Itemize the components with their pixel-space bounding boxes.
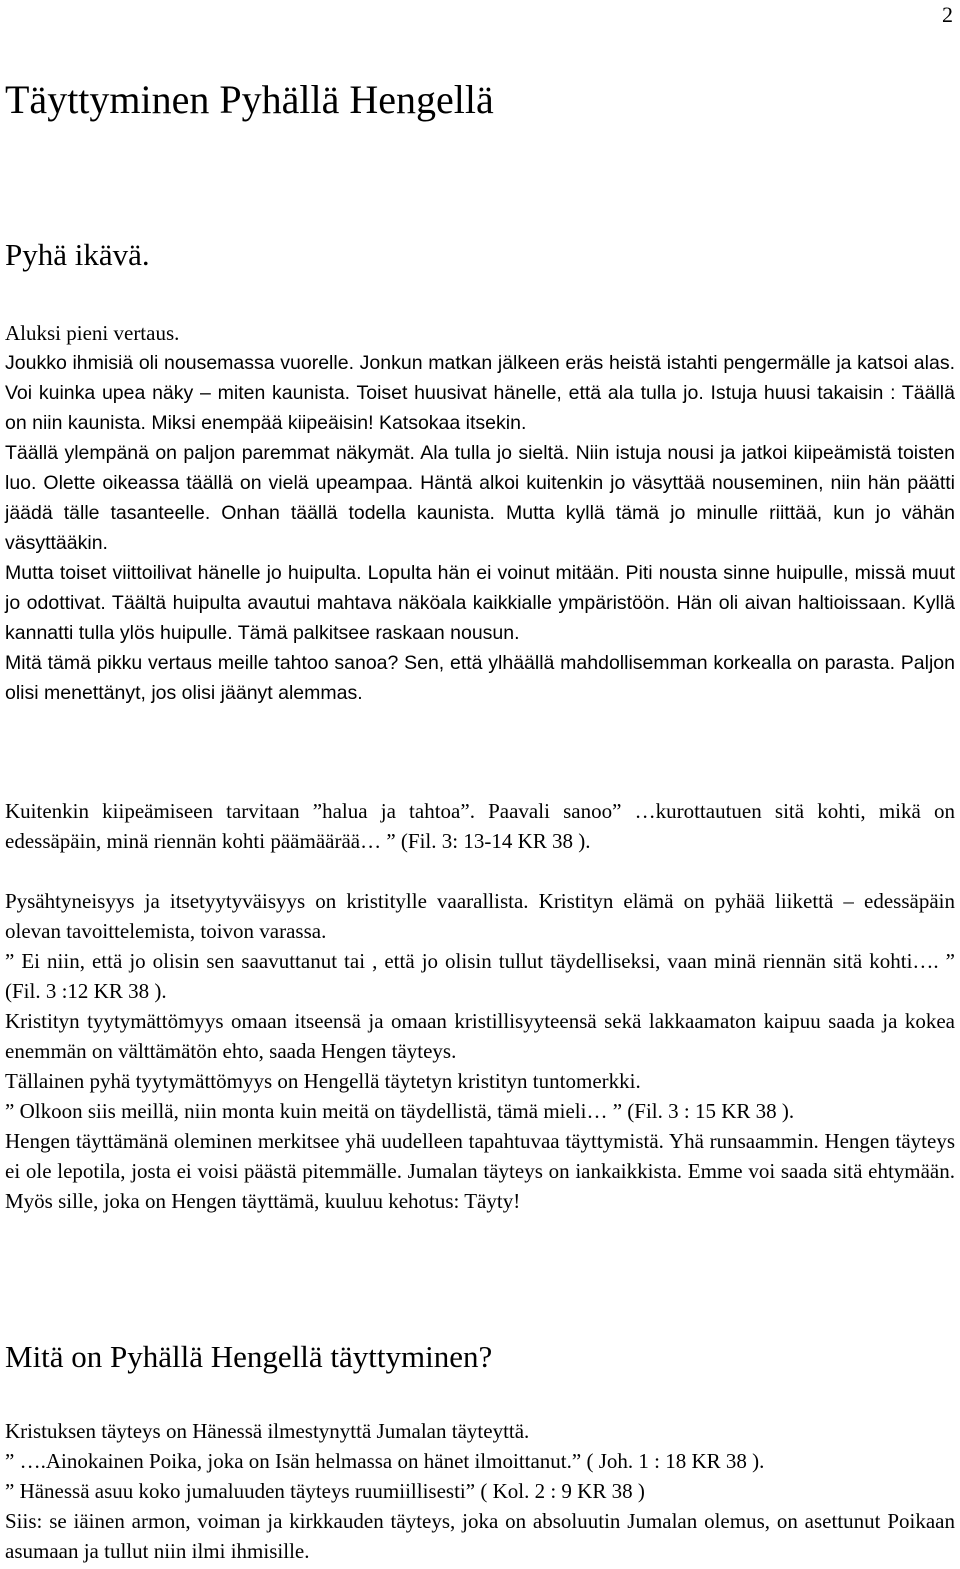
paragraph-parable-4: Mitä tämä pikku vertaus meille tahtoo sanoa? Sen, että ylhäällä mahdollisemman korkealla on parasta. Paljon olisi menettänyt, jos olisi jäänyt alemmas. <box>5 652 955 704</box>
paragraph-parable-3: Mutta toiset viittoilivat hänelle jo huipulta. Lopulta hän ei voinut mitään. Piti nousta sinne huipulle, missä muut jo odottivat. Täältä huipulta avautui mahtava näköala kaikkialle ympäristöön. Hän oli aivan haltioissaan. Kyllä kannatti tulla ylös huipulle. Tämä palkitsee raskaan nousun. <box>5 562 955 644</box>
section1-body-3 <box>5 886 955 1216</box>
paragraph-conclusion: Siis: se iäinen armon, voiman ja kirkkauden täyteys, joka on absoluutin Jumalan olemus, on asettunut Poikaan asumaan ja tullut niin ilmi ihmisille. <box>5 1509 955 1563</box>
page-number: 2 <box>942 2 953 27</box>
section1-body <box>5 318 955 708</box>
paragraph-parable-1: Joukko ihmisiä oli nousemassa vuorelle. Jonkun matkan jälkeen eräs heistä istahti pengermälle ja katsoi alas. Voi kuinka upea näky – miten kaunista. Toiset huusivat hänelle, että ala tulla jo. Istuja huusi takaisin : Täällä on niin kaunista. Miksi enempää kiipeäisin! Katsokaa itsekin. <box>5 352 955 434</box>
paragraph-dissatisfaction: Kristityn tyytymättömyys omaan itseensä ja omaan kristillisyyteensä sekä lakkaamaton kaipuu saada ja kokea enemmän on välttämätön ehto, saada Hengen täyteys. <box>5 1009 955 1063</box>
document-title: Täyttyminen Pyhällä Hengellä <box>5 77 494 122</box>
paragraph-quote-fil-3-15: ” Olkoon siis meillä, niin monta kuin meitä on täydellistä, tämä mieli… ” (Fil. 3 : 15 KR 38 ). <box>5 1099 795 1123</box>
paragraph-christ-fullness: Kristuksen täyteys on Hänessä ilmestynyttä Jumalan täyteyttä. <box>5 1419 530 1443</box>
paragraph-stagnation: Pysähtyneisyys ja itsetyytyväisyys on kristitylle vaarallista. Kristityn elämä on pyhää liikettä – edessäpäin olevan tavoittelemista, toivon varassa. <box>5 889 955 943</box>
section-heading-what-is-filling: Mitä on Pyhällä Hengellä täyttyminen? <box>5 1339 493 1374</box>
paragraph-quote-kol: ” Hänessä asuu koko jumaluuden täyteys ruumiillisesti” ( Kol. 2 : 9 KR 38 ) <box>5 1479 645 1503</box>
paragraph-intro: Aluksi pieni vertaus. <box>5 321 180 345</box>
paragraph-climbing: Kuitenkin kiipeämiseen tarvitaan ”halua ja tahtoa”. Paavali sanoo” …kurottautuen sitä kohti, mikä on edessäpäin, minä riennän kohti päämäärää… ” (Fil. 3: 13-14 KR 38 ). <box>5 799 955 853</box>
paragraph-quote-joh: ” ….Ainokainen Poika, joka on Isän helmassa on hänet ilmoittanut.” ( Joh. 1 : 18 KR 38 ). <box>5 1449 765 1473</box>
paragraph-sign: Tällainen pyhä tyytymättömyys on Hengellä täytetyn kristityn tuntomerkki. <box>5 1069 641 1093</box>
section-heading-pyha-ikava: Pyhä ikävä. <box>5 237 150 272</box>
section1-body-2 <box>5 796 955 856</box>
section2-body <box>5 1416 955 1566</box>
paragraph-quote-fil-3-12: ” Ei niin, että jo olisin sen saavuttanut tai , että jo olisin tullut täydelliseksi, vaan minä riennän sitä kohti…. ” (Fil. 3 :12 KR 38 ). <box>5 949 955 1003</box>
paragraph-filling: Hengen täyttämänä oleminen merkitsee yhä uudelleen tapahtuvaa täyttymistä. Yhä runsaammin. Hengen täyteys ei ole lepotila, josta ei voisi päästä pitemmälle. Jumalan täyteys on iankaikkista. Emme voi saada sitä ehtymään. Myös sille, joka on Hengen täyttämä, kuuluu kehotus: Täyty! <box>5 1129 955 1213</box>
paragraph-parable-2: Täällä ylempänä on paljon paremmat näkymät. Ala tulla jo sieltä. Niin istuja nousi ja jatkoi kiipeämistä toisten luo. Olette oikeassa täällä on vielä upeampaa. Häntä alkoi kuitenkin jo väsyttää nouseminen, niin hän päätti jäädä tälle tasanteelle. Onhan täällä todella kaunista. Mutta kyllä tämä jo minulle riittää, kun jo vähän väsyttääkin. <box>5 442 955 554</box>
